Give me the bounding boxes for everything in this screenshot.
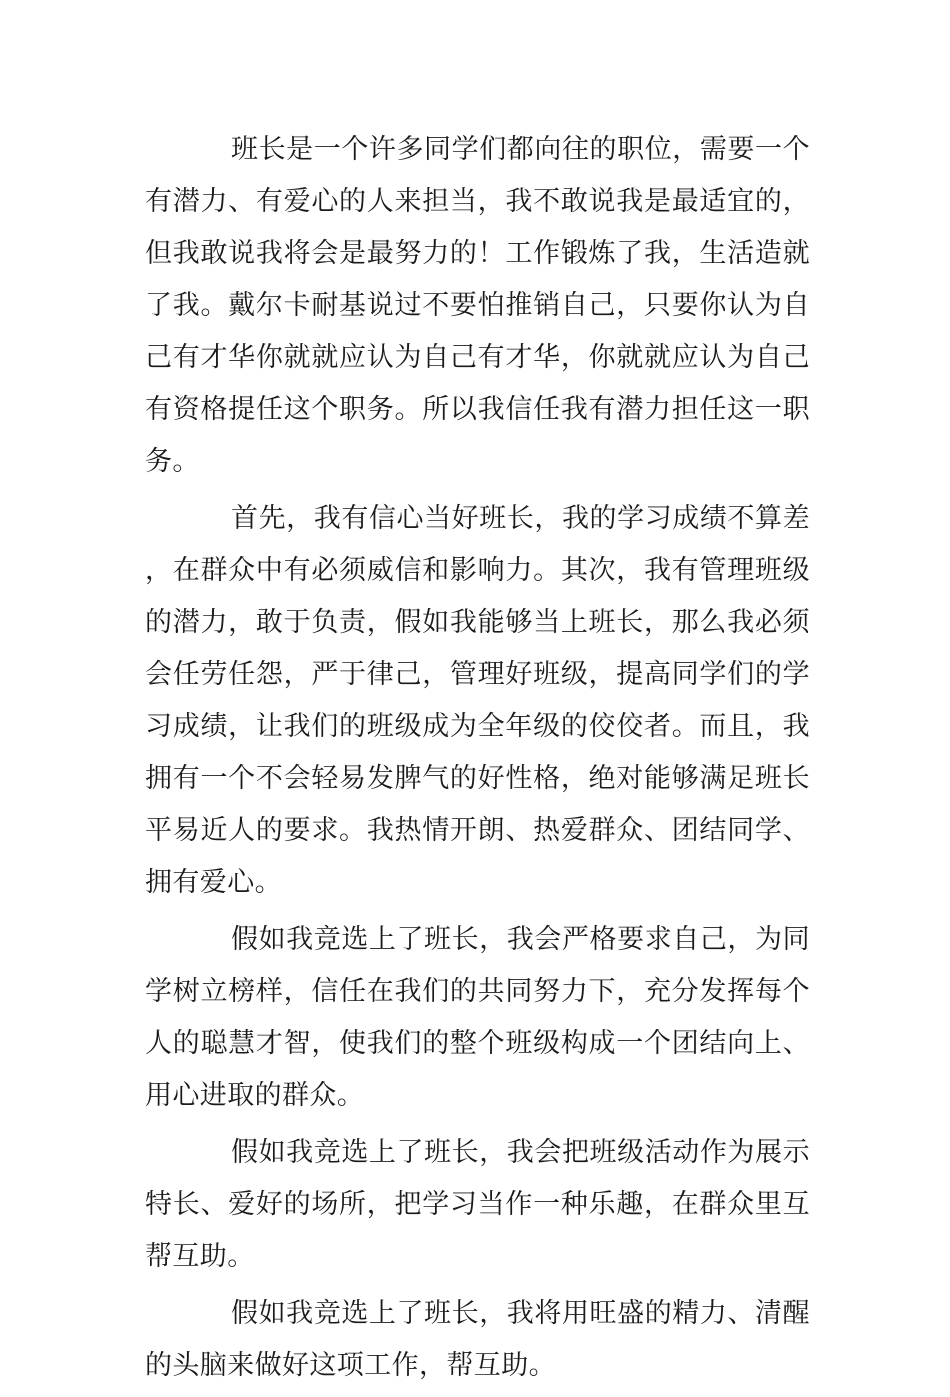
paragraph-1: 班长是一个许多同学们都向往的职位，需要一个有潜力、有爱心的人来担当，我不敢说我是最适宜的，但我敢说我将会是最努力的！工作锻炼了我，生活造就了我。戴尔卡耐基说过不要怕推销自己，只要你认为自己有才华你就就应认为自己有才华，你就就应认为自己有资格提任这个职务。所以我信任我有潜力担任这一职务。 bbox=[145, 134, 810, 477]
paragraph-5: 假如我竞选上了班长，我将用旺盛的精力、清醒的头脑来做好这项工作，帮互助。 bbox=[145, 1298, 810, 1381]
document-body bbox=[145, 124, 810, 1397]
paragraph-4: 假如我竞选上了班长，我会把班级活动作为展示特长、爱好的场所，把学习当作一种乐趣，在群众里互帮互助。 bbox=[145, 1137, 810, 1272]
paragraph-3: 假如我竞选上了班长，我会严格要求自己，为同学树立榜样，信任在我们的共同努力下，充分发挥每个人的聪慧才智，使我们的整个班级构成一个团结向上、用心进取的群众。 bbox=[145, 924, 810, 1111]
paragraph-2: 首先，我有信心当好班长，我的学习成绩不算差，在群众中有必须威信和影响力。其次，我有管理班级的潜力，敢于负责，假如我能够当上班长，那么我必须会任劳任怨，严于律己，管理好班级，提高同学们的学习成绩，让我们的班级成为全年级的佼佼者。而且，我拥有一个不会轻易发脾气的好性格，绝对能够满足班长平易近人的要求。我热情开朗、热爱群众、团结同学、拥有爱心。 bbox=[145, 503, 810, 898]
